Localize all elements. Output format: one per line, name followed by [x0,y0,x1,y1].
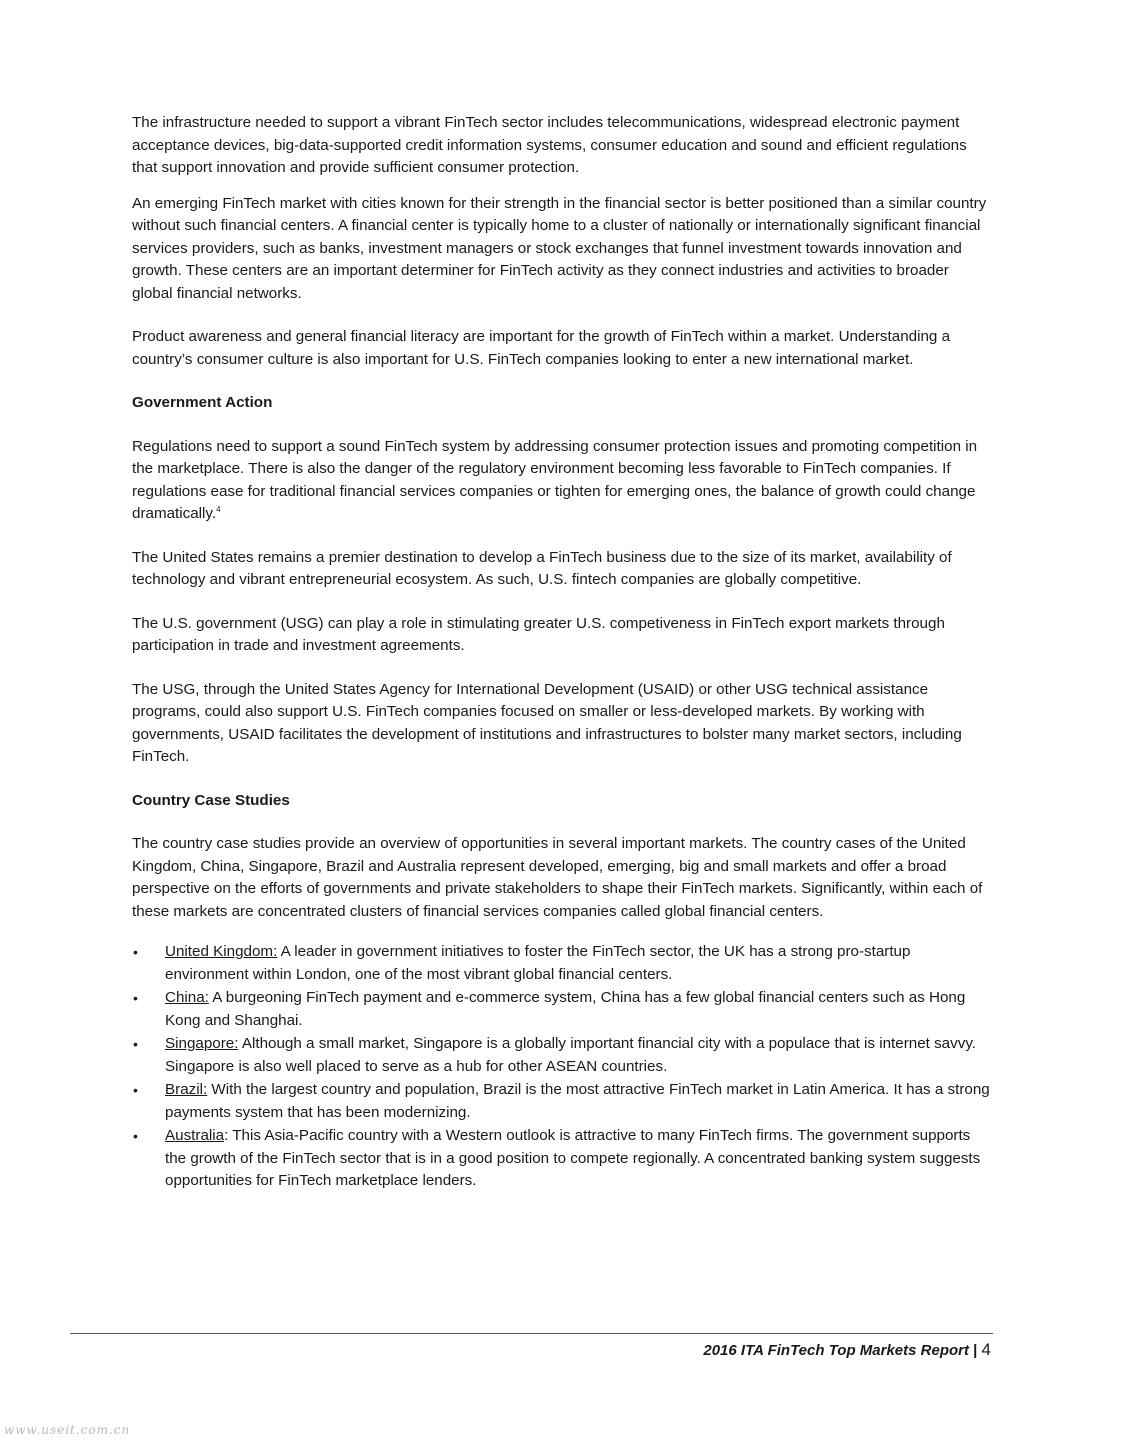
watermark: www.useit.com.cn [4,1423,131,1437]
list-item-brazil [132,1079,992,1124]
paragraph-case-overview: The country case studies provide an overview of opportunities in several important markets. The country cases of the United Kingdom, China, Singapore, Brazil and Australia represent developed, emerging, big and small markets and offer a broad perspective on the efforts of governments and private stakeholders to shape their FinTech markets. Significantly, within each of these markets are concentrated clusters of financial services companies called global financial centers. [132,835,983,920]
list-item-australia [132,1125,992,1193]
bullet-icon: • [133,990,138,1006]
paragraph-regulations [132,436,992,526]
country-description: Although a small market, Singapore is a globally important financial city with a populace that is internet savvy. Singapore is also well placed to serve as a hub for other ASEAN countries. [165,1035,977,1075]
heading-country-case-studies: Country Case Studies [132,791,290,809]
bullet-icon: • [133,944,138,960]
list-item-united-kingdom [132,941,992,986]
paragraph-regulations-text: Regulations need to support a sound FinTech system by addressing consumer protection issues and promoting competition in the marketplace. There is also the danger of the regulatory environment becoming less favorable to FinTech companies. If regulations ease for traditional financial services companies or tighten for emerging ones, the balance of growth could change dramatically. [132,437,978,522]
footnote-reference[interactable]: 4 [216,504,221,514]
case-study-list [132,941,992,1193]
country-description: A leader in government initiatives to foster the FinTech sector, the UK has a strong pro-startup environment within London, one of the most vibrant global financial centers. [165,943,911,983]
country-name: Singapore: [165,1035,239,1052]
footer-divider [70,1333,993,1334]
paragraph-usg-role: The U.S. government (USG) can play a role in stimulating greater U.S. competiveness in FinTech export markets through participation in trade and investment agreements. [132,614,945,654]
footer-separator: | [973,1342,978,1359]
paragraph-usaid: The USG, through the United States Agency for International Development (USAID) or other USG technical assistance programs, could also support U.S. FinTech companies focused on smaller or less-developed markets. By working with governments, USAID facilitates the development of institutions and infrastructures to bolster many market sectors, including FinTech. [132,680,962,765]
country-description: A burgeoning FinTech payment and e-commerce system, China has a few global financial centers such as Hong Kong and Shanghai. [165,989,966,1029]
country-name: China: [165,989,209,1006]
country-name: Australia [165,1127,225,1144]
report-title: 2016 ITA FinTech Top Markets Report [703,1342,969,1359]
page-footer [703,1340,991,1361]
country-name: Brazil: [165,1081,208,1098]
paragraph-infrastructure: The infrastructure needed to support a vibrant FinTech sector includes telecommunications, widespread electronic payment acceptance devices, big-data-supported credit information systems, consumer education and sound and efficient regulations that support innovation and provide sufficient consumer protection. [132,114,967,176]
country-description: : This Asia-Pacific country with a Western outlook is attractive to many FinTech firms. The government supports the growth of the FinTech sector that is in a good position to compete regionally. A concentrated banking system suggests opportunities for FinTech marketplace lenders. [165,1127,981,1189]
paragraph-united-states: The United States remains a premier destination to develop a FinTech business due to the size of its market, availability of technology and vibrant entrepreneurial ecosystem. As such, U.S. fintech companies are globally competitive. [132,548,952,588]
paragraph-financial-centers: An emerging FinTech market with cities known for their strength in the financial sector is better positioned than a similar country without such financial centers. A financial center is typically home to a cluster of nationally or internationally significant financial services providers, such as banks, investment managers or stock exchanges that funnel investment towards innovation and growth. These centers are an important determiner for FinTech activity as they connect industries and activities to broader global financial networks. [132,194,987,302]
page-number: 4 [981,1340,991,1359]
bullet-icon: • [133,1128,138,1144]
document-body [132,112,992,1194]
bullet-icon: • [133,1082,138,1098]
heading-government-action: Government Action [132,394,273,411]
list-item-china [132,987,992,1032]
country-description: With the largest country and population, Brazil is the most attractive FinTech market in Latin America. It has a strong payments system that has been modernizing. [165,1081,990,1121]
country-name: United Kingdom: [165,943,278,960]
list-item-singapore [132,1033,992,1078]
bullet-icon: • [133,1036,138,1052]
paragraph-product-awareness: Product awareness and general financial literacy are important for the growth of FinTech within a market. Understanding a country’s consumer culture is also important for U.S. FinTech companies looking to enter a new international market. [132,328,951,368]
